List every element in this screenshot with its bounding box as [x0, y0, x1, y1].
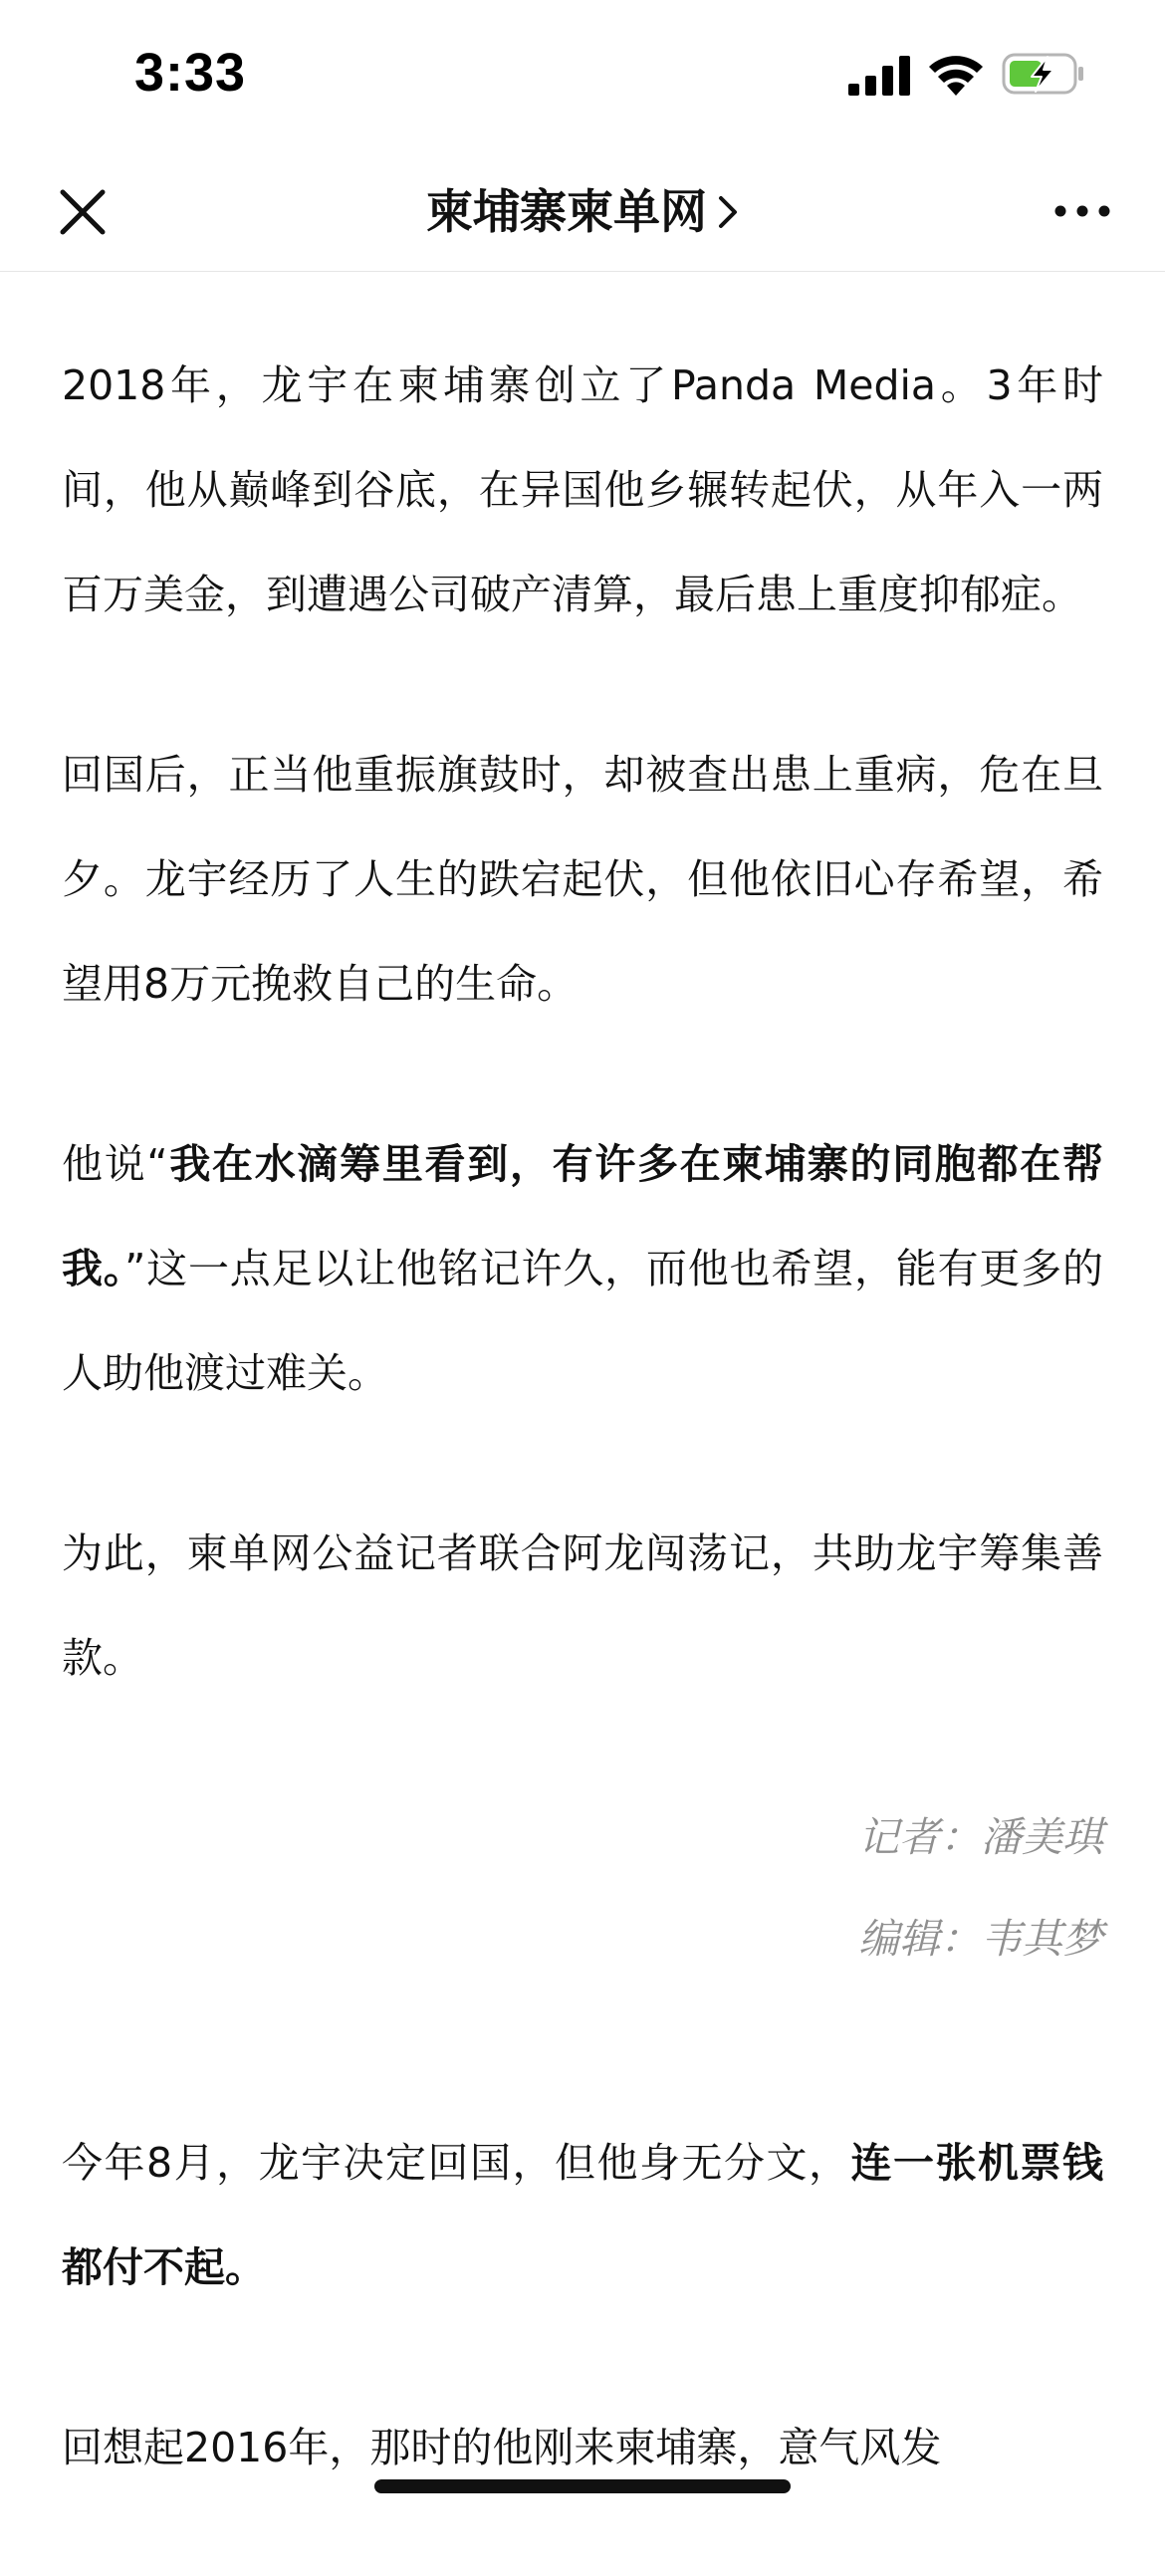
paragraph: 2018年，龙宇在柬埔寨创立了Panda Media。3年时间，他从巅峰到谷底，在异国他乡辗转起伏，从年入一两百万美金，到遭遇公司破产清算，最后患上重度抑郁症。 [62, 361, 1103, 618]
wifi-icon [928, 52, 984, 96]
article-body [62, 334, 1103, 2576]
status-bar [0, 0, 1165, 149]
account-title-link[interactable] [0, 175, 1165, 242]
paragraph-text: 今年8月，龙宇决定回国，但他身无分文， [62, 2139, 851, 2187]
signal-icon [848, 56, 910, 96]
paragraph: 回国后，正当他重振旗鼓时，却被查出患上重病，危在旦夕。龙宇经历了人生的跌宕起伏，但他依旧心存希望，希望用8万元挽救自己的生命。 [62, 751, 1103, 1008]
chevron-right-icon [717, 194, 739, 230]
paragraph [62, 1112, 1103, 1426]
paragraph [62, 2111, 1103, 2320]
reporter-credit: 记者：潘美琪 [858, 1813, 1103, 1861]
credits [62, 1786, 1103, 1990]
home-indicator[interactable] [374, 2479, 791, 2493]
more-icon [1054, 205, 1110, 217]
battery-charging-icon [1002, 52, 1085, 96]
quote-bold: 我在水滴筹里看到，有许多在柬埔寨的同胞都在帮我。 [62, 1140, 1103, 1292]
more-button[interactable] [1048, 181, 1117, 241]
status-time: 3:33 [134, 43, 247, 103]
paragraph-bold: 连一张机票钱都付不起。 [62, 2139, 1103, 2291]
quote-open: 他说“ [62, 1140, 168, 1188]
paragraph: 为此，柬单网公益记者联合阿龙闯荡记，共助龙宇筹集善款。 [62, 1529, 1103, 1682]
account-title: 柬埔寨柬单网 [426, 185, 707, 240]
nav-bar [0, 149, 1165, 272]
editor-credit: 编辑：韦其梦 [858, 1915, 1103, 1963]
quote-rest: ”这一点足以让他铭记许久，而他也希望，能有更多的人助他渡过难关。 [62, 1245, 1103, 1397]
paragraph: 回想起2016年，那时的他刚来柬埔寨，意气风发 [62, 2424, 942, 2471]
